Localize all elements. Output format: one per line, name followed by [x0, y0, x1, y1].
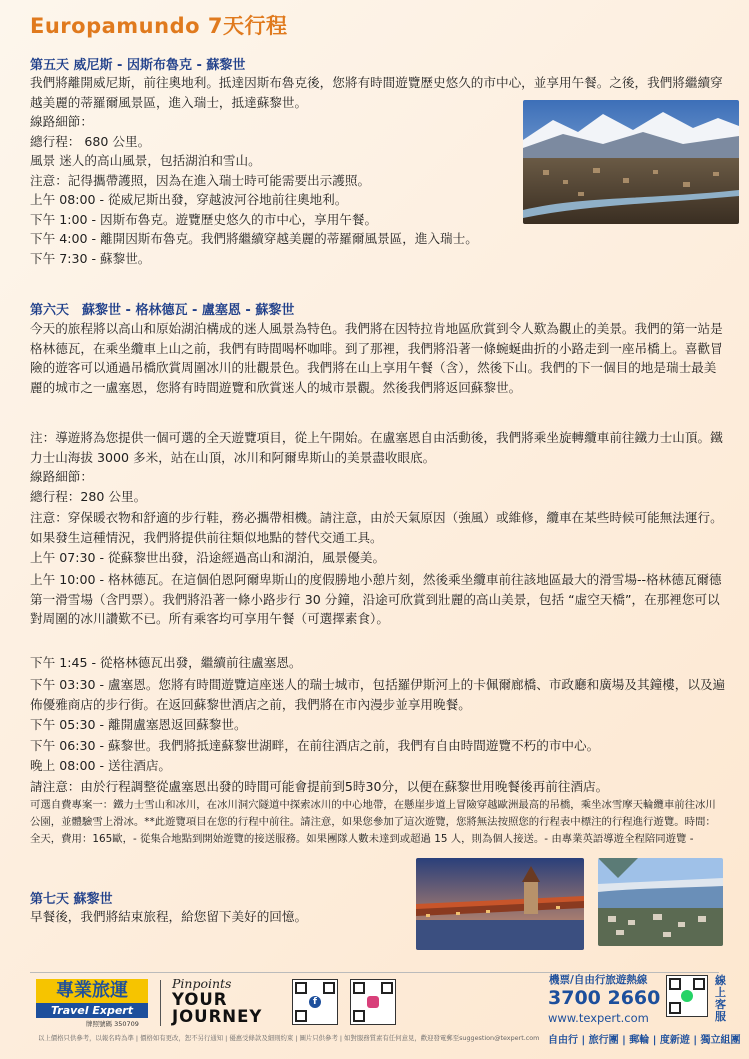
day7-heading: 第七天 蘇黎世: [30, 892, 113, 907]
day6-note: 請注意：由於行程調整從盧塞恩出發的時間可能會提前到5時30分，以便在蘇黎世用晚餐後再前往酒店。: [30, 779, 609, 794]
fine-print: 以上價格只供參考，以報名時為準 | 價格如有更改，恕不另行通知 | 優惠受條款及細則約束 | 圖片只供參考 | 如對服務質素有任何意見，歡迎發電郵至suggestion@texpert.com: [38, 1034, 540, 1042]
whatsapp-icon: [681, 990, 693, 1002]
logo-cn: 專業旅運: [36, 979, 148, 1003]
day5-heading: 第五天 威尼斯 - 因斯布魯克 - 蘇黎世: [30, 58, 246, 73]
zurich-photo: [598, 858, 723, 946]
innsbruck-photo: [523, 100, 739, 224]
day6-itinerary-item: 下午 06:30 - 蘇黎世。我們將抵達蘇黎世湖畔，在前往酒店之前，我們有自由時間遊覽不朽的市中心。: [30, 738, 600, 753]
slogan-divider: [160, 980, 161, 1026]
day5-line: 風景 迷人的高山風景，包括湖泊和雪山。: [30, 153, 261, 168]
day6-itinerary-item: 下午 03:30 - 盧塞恩。您將有時間遊覽這座迷人的瑞士城市，包括羅伊斯河上的卡佩爾廊橋、市政廳和廣場及其鐘樓，以及遍佈優雅商店的步行街。在返回蘇黎世酒店之前，我們將在市內漫步並享用晚餐。: [30, 677, 726, 712]
nav-item[interactable]: 郵輪: [629, 1035, 650, 1046]
day5-intro: 我們將離開威尼斯，前往奧地利。抵達因斯布魯克後，您將有時間遊覽歷史悠久的市中心，並享用午餐。之後，我們將繼續穿越美麗的蒂羅爾風景區，進入瑞士，抵達蘇黎世。: [30, 75, 723, 110]
day6-itinerary-item: 下午 1:45 - 從格林德瓦出發，繼續前往盧塞恩。: [30, 655, 302, 670]
slogan-line: YOUR: [172, 990, 228, 1009]
slogan: [172, 976, 262, 1025]
brand-logo[interactable]: [36, 979, 148, 1027]
day6-heading: 第六天 蘇黎世 - 格林德瓦 - 盧塞恩 - 蘇黎世: [30, 303, 295, 318]
day7-text: 早餐後，我們將結束旅程，給您留下美好的回憶。: [30, 909, 308, 924]
day6-itinerary-item: 上午 10:00 - 格林德瓦。在這個伯恩阿爾卑斯山的度假勝地小憩片刻，然後乘坐纜車前往該地區最大的滑雪場--格林德瓦爾德第一滑雪場（含門票）。我們將沿著一條小路步行 30 分鐘，沿途可欣賞到壯麗的高山美景，包括 “虛空天橋”，在那裡您可以對周圍的冰川讚歎不已。所有乘客均可享用午餐（可選擇素食）。: [30, 572, 722, 626]
day5-line: 注意：記得攜帶護照，因為在進入瑞士時可能需要出示護照。: [30, 172, 371, 188]
facebook-icon: f: [309, 996, 321, 1008]
day6-distance: 總行程：280 公里。: [30, 489, 147, 504]
slogan-line: Pinpoints: [172, 976, 232, 991]
nav-separator: |: [622, 1035, 626, 1046]
logo-en: Travel Expert: [36, 1003, 148, 1018]
license-number: 牌照號碼 350709: [86, 1020, 139, 1028]
facebook-qr-code[interactable]: [292, 979, 338, 1025]
nav-separator: |: [581, 1035, 586, 1046]
day6-intro: 今天的旅程將以高山和原始湖泊構成的迷人風景為特色。我們將在因特拉肯地區欣賞到令人歎為觀止的美景。我們的第一站是格林德瓦，在乘坐纜車上山之前，我們有時間喝杯咖啡。到了那裡，我們將沿著一條蜿蜒曲折的小路走到一座吊橋上。喜歡冒險的遊客可以通過吊橋欣賞周圍冰川的壯觀景色。我們將在山上享用午餐（含），然後下山。我們的下一個目的地是瑞士最美麗的城市之一盧塞恩，您將有時間遊覽和欣賞迷人的城市景觀。然後我們將返回蘇黎世。: [30, 321, 723, 395]
lucerne-photo: [416, 858, 584, 950]
hotline-number[interactable]: 3700 2660: [548, 987, 661, 1009]
day6-route-label: 線路細節：: [30, 469, 93, 484]
day6-itinerary-item: 晚上 08:00 - 送往酒店。: [30, 758, 172, 773]
page-title: Europamundo 7天行程: [30, 14, 288, 38]
online-cs-label[interactable]: 線上客服: [715, 974, 726, 1023]
slogan-line: JOURNEY: [172, 1007, 263, 1026]
day5-line: 上午 08:00 - 從威尼斯出發，穿越波河谷地前往奧地利。: [30, 192, 348, 207]
day5-line: 總行程： 680 公里。: [30, 133, 151, 149]
day5-line: 線路細節：: [30, 114, 93, 129]
day6-itinerary-item: 下午 05:30 - 離開盧塞恩返回蘇黎世。: [30, 717, 247, 732]
nav-separator: |: [652, 1035, 657, 1046]
nav-separator: |: [693, 1035, 698, 1046]
instagram-icon: [367, 996, 379, 1008]
website-link[interactable]: www.texpert.com: [548, 1011, 649, 1025]
nav-item[interactable]: 旅行團: [588, 1035, 619, 1046]
day6-itinerary-item: 上午 07:30 - 從蘇黎世出發，沿途經過高山和湖泊，風景優美。: [30, 550, 386, 565]
hotline-label: 機票/自由行旅遊熱線: [549, 974, 648, 986]
nav-item[interactable]: 獨立組團: [700, 1035, 741, 1046]
day5-line: 下午 7:30 - 蘇黎世。: [30, 250, 151, 266]
whatsapp-qr-code[interactable]: [666, 975, 708, 1017]
instagram-qr-code[interactable]: [350, 979, 396, 1025]
day5-line: 下午 1:00 - 因斯布魯克。遊覽歷史悠久的市中心，享用午餐。: [30, 211, 378, 227]
nav-item[interactable]: 度新遊: [659, 1035, 690, 1046]
day6-note: 注：導遊將為您提供一個可選的全天遊覽項目，從上午開始。在盧塞恩自由活動後，我們將乘坐旋轉纜車前往鐵力士山頂。鐵力士山海拔 3000 多米，站在山頂，冰川和阿爾卑斯山的美景盡收眼底。: [30, 430, 723, 465]
footer-nav: [548, 1031, 741, 1046]
day6-note: 注意：穿保暖衣物和舒適的步行鞋，務必攜帶相機。請注意，由於天氣原因（強風）或維修，纜車在某些時候可能無法運行。如果發生這種情況，我們將提供前往類似地點的替代交通工具。: [30, 510, 723, 545]
nav-item[interactable]: 自由行: [548, 1035, 578, 1046]
day6-optional-tour: 可選自費專案一：鐵力士雪山和冰川，在冰川洞穴隧道中探索冰川的中心地帶，在懸崖步道上冒險穿越歐洲最高的吊橋，乘坐冰雪摩天輪纜車前往冰川公園，並體驗雪上滑冰。**此遊覽項目在您的行程中前往。請注意，如果您參加了這次遊覽，您將無法按照您的行程表中標注的行程進行遊覽。時間：全天，費用：165歐，- 從集合地點到開始遊覽的接送服務。如果團隊人數未達到或超過 15 人，則為個人接送。- 由專業英語導遊全程陪同遊覽 -: [30, 799, 716, 845]
day5-line: 下午 4:00 - 離開因斯布魯克。我們將繼續穿越美麗的蒂羅爾風景區，進入瑞士。: [30, 231, 478, 246]
